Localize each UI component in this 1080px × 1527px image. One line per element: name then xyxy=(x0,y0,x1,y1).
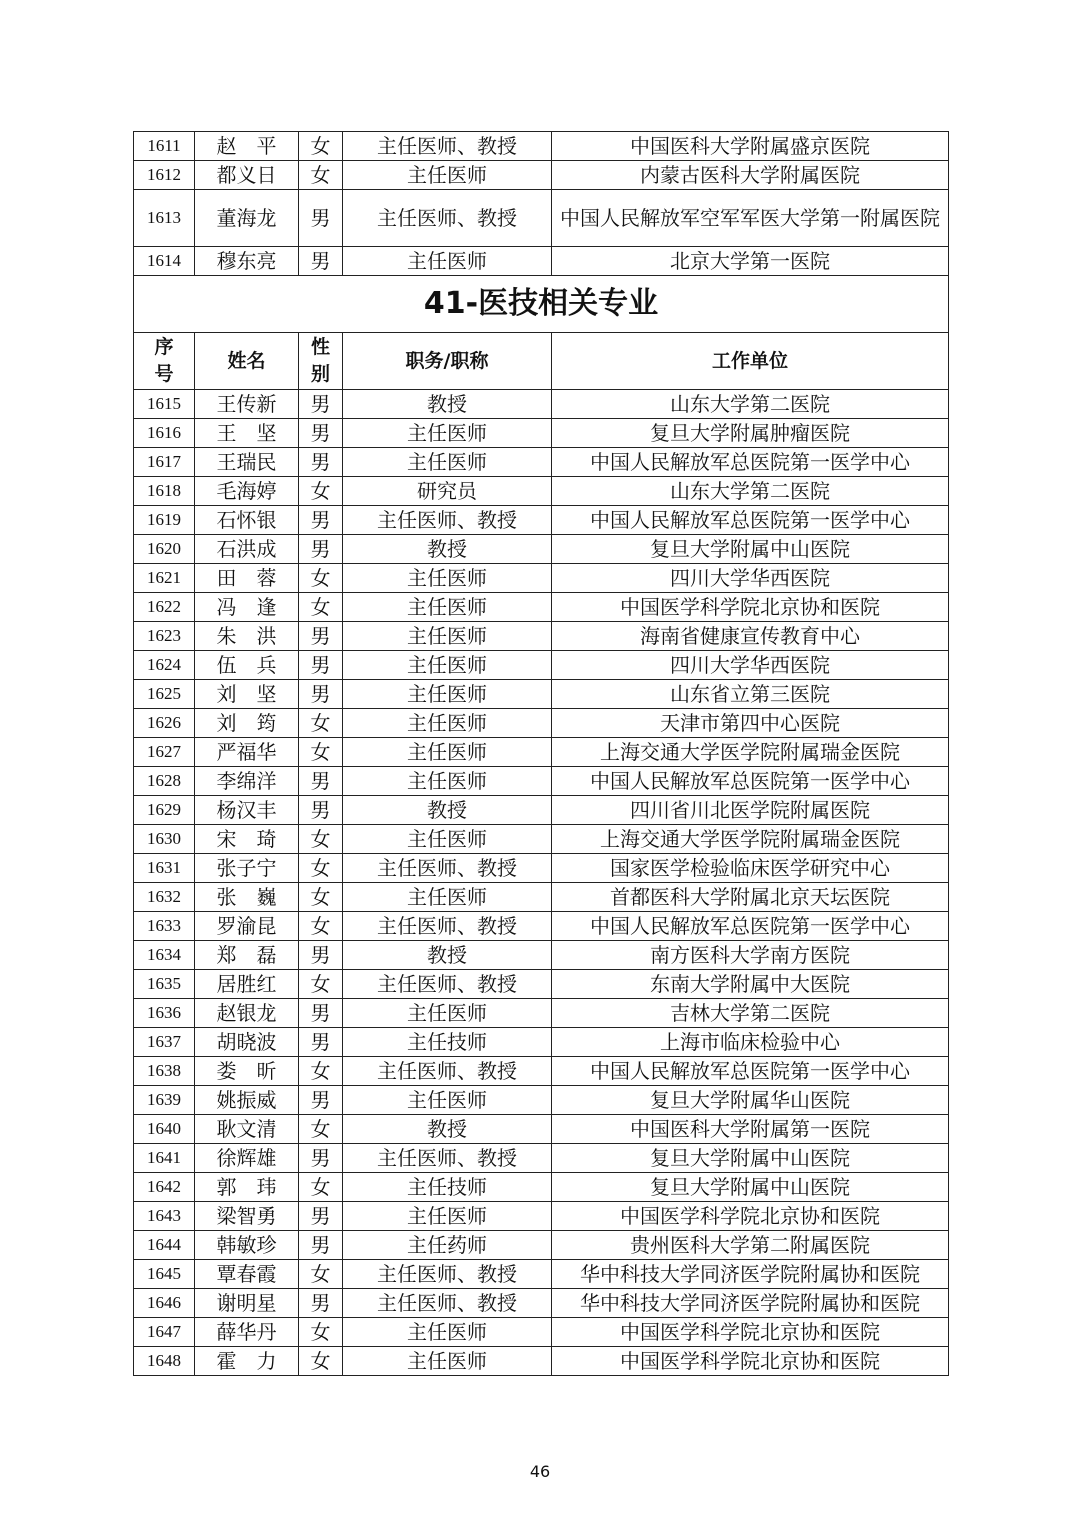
work-unit-cell: 中国医学科学院北京协和医院 xyxy=(552,1202,949,1231)
name-cell: 都义日 xyxy=(195,161,299,190)
work-unit-cell: 上海交通大学医学院附属瑞金医院 xyxy=(552,738,949,767)
work-unit-cell: 中国医科大学附属第一医院 xyxy=(552,1115,949,1144)
table-row xyxy=(134,564,949,593)
serial-number-cell: 1639 xyxy=(134,1086,195,1115)
sex-cell: 男 xyxy=(299,651,343,680)
sex-cell: 男 xyxy=(299,999,343,1028)
serial-number-cell: 1646 xyxy=(134,1289,195,1318)
sex-cell: 男 xyxy=(299,448,343,477)
work-unit-cell: 中国人民解放军总医院第一医学中心 xyxy=(552,506,949,535)
table-row xyxy=(134,912,949,941)
name-cell: 覃春霞 xyxy=(195,1260,299,1289)
name-cell: 严福华 xyxy=(195,738,299,767)
title-cell: 主任医师 xyxy=(343,825,552,854)
sex-cell: 男 xyxy=(299,1202,343,1231)
table-row xyxy=(134,1144,949,1173)
sex-cell: 女 xyxy=(299,1115,343,1144)
table-row xyxy=(134,1289,949,1318)
work-unit-cell: 山东大学第二医院 xyxy=(552,390,949,419)
table-row xyxy=(134,709,949,738)
name-cell: 徐辉雄 xyxy=(195,1144,299,1173)
serial-number-cell: 1627 xyxy=(134,738,195,767)
name-cell: 郑 磊 xyxy=(195,941,299,970)
work-unit-cell: 北京大学第一医院 xyxy=(552,247,949,276)
work-unit-cell: 中国人民解放军总医院第一医学中心 xyxy=(552,767,949,796)
sex-cell: 男 xyxy=(299,796,343,825)
table-row xyxy=(134,1260,949,1289)
table-row xyxy=(134,825,949,854)
serial-number-cell: 1617 xyxy=(134,448,195,477)
name-cell: 穆东亮 xyxy=(195,247,299,276)
work-unit-cell: 中国人民解放军空军军医大学第一附属医院 xyxy=(552,190,949,247)
title-cell: 主任医师、教授 xyxy=(343,1260,552,1289)
work-unit-cell: 复旦大学附属华山医院 xyxy=(552,1086,949,1115)
work-unit-cell: 中国医学科学院北京协和医院 xyxy=(552,1347,949,1376)
table-row xyxy=(134,1057,949,1086)
sex-cell: 女 xyxy=(299,132,343,161)
serial-number-cell: 1641 xyxy=(134,1144,195,1173)
name-cell: 姚振威 xyxy=(195,1086,299,1115)
sex-cell: 女 xyxy=(299,1318,343,1347)
name-cell: 王瑞民 xyxy=(195,448,299,477)
sex-cell: 女 xyxy=(299,1260,343,1289)
title-cell: 主任医师 xyxy=(343,738,552,767)
name-cell: 梁智勇 xyxy=(195,1202,299,1231)
name-cell: 谢明星 xyxy=(195,1289,299,1318)
name-cell: 罗渝昆 xyxy=(195,912,299,941)
name-cell: 赵银龙 xyxy=(195,999,299,1028)
header-unit: 工作单位 xyxy=(552,333,949,390)
sex-cell: 男 xyxy=(299,1086,343,1115)
name-cell: 李绵洋 xyxy=(195,767,299,796)
serial-number-cell: 1611 xyxy=(134,132,195,161)
title-cell: 主任医师 xyxy=(343,651,552,680)
name-cell: 石洪成 xyxy=(195,535,299,564)
title-cell: 主任医师 xyxy=(343,1086,552,1115)
sex-cell: 女 xyxy=(299,970,343,999)
serial-number-cell: 1625 xyxy=(134,680,195,709)
table-row xyxy=(134,419,949,448)
name-cell: 郭 玮 xyxy=(195,1173,299,1202)
sex-cell: 男 xyxy=(299,390,343,419)
table-row xyxy=(134,190,949,247)
sex-cell: 女 xyxy=(299,883,343,912)
name-cell: 朱 洪 xyxy=(195,622,299,651)
title-cell: 主任医师、教授 xyxy=(343,190,552,247)
table-row xyxy=(134,506,949,535)
table-row xyxy=(134,448,949,477)
table-row xyxy=(134,1231,949,1260)
table-row xyxy=(134,1028,949,1057)
name-cell: 王传新 xyxy=(195,390,299,419)
work-unit-cell: 四川大学华西医院 xyxy=(552,651,949,680)
name-cell: 冯 逢 xyxy=(195,593,299,622)
name-cell: 石怀银 xyxy=(195,506,299,535)
sex-cell: 女 xyxy=(299,593,343,622)
title-cell: 主任医师 xyxy=(343,1347,552,1376)
table-row xyxy=(134,1086,949,1115)
title-cell: 主任医师 xyxy=(343,883,552,912)
sex-cell: 女 xyxy=(299,854,343,883)
name-cell: 杨汉丰 xyxy=(195,796,299,825)
title-cell: 教授 xyxy=(343,796,552,825)
sex-cell: 男 xyxy=(299,506,343,535)
title-cell: 主任医师、教授 xyxy=(343,506,552,535)
header-name: 姓名 xyxy=(195,333,299,390)
work-unit-cell: 南方医科大学南方医院 xyxy=(552,941,949,970)
title-cell: 主任医师 xyxy=(343,564,552,593)
sex-cell: 男 xyxy=(299,190,343,247)
title-cell: 教授 xyxy=(343,941,552,970)
table-row xyxy=(134,796,949,825)
table-row xyxy=(134,883,949,912)
title-cell: 主任药师 xyxy=(343,1231,552,1260)
title-cell: 主任医师、教授 xyxy=(343,132,552,161)
header-sex: 性 别 xyxy=(299,333,343,390)
sex-cell: 女 xyxy=(299,738,343,767)
expert-roster-table xyxy=(133,131,949,1376)
table-row xyxy=(134,1318,949,1347)
serial-number-cell: 1635 xyxy=(134,970,195,999)
sex-cell: 女 xyxy=(299,161,343,190)
title-cell: 主任医师 xyxy=(343,419,552,448)
serial-number-cell: 1640 xyxy=(134,1115,195,1144)
table-row xyxy=(134,477,949,506)
title-cell: 主任医师 xyxy=(343,767,552,796)
section-header-body xyxy=(134,276,949,390)
serial-number-cell: 1612 xyxy=(134,161,195,190)
serial-number-cell: 1629 xyxy=(134,796,195,825)
table-row xyxy=(134,680,949,709)
table-row xyxy=(134,767,949,796)
serial-number-cell: 1647 xyxy=(134,1318,195,1347)
section-title-row xyxy=(134,276,949,333)
table-row xyxy=(134,738,949,767)
name-cell: 刘 筠 xyxy=(195,709,299,738)
previous-section-body xyxy=(134,132,949,276)
sex-cell: 男 xyxy=(299,767,343,796)
work-unit-cell: 上海市临床检验中心 xyxy=(552,1028,949,1057)
serial-number-cell: 1637 xyxy=(134,1028,195,1057)
table-row xyxy=(134,854,949,883)
name-cell: 韩敏珍 xyxy=(195,1231,299,1260)
table-row xyxy=(134,390,949,419)
sex-cell: 男 xyxy=(299,1028,343,1057)
sex-cell: 男 xyxy=(299,1144,343,1173)
work-unit-cell: 四川省川北医学院附属医院 xyxy=(552,796,949,825)
table-row xyxy=(134,535,949,564)
table-row xyxy=(134,1347,949,1376)
header-title: 职务/职称 xyxy=(343,333,552,390)
header-number: 序 号 xyxy=(134,333,195,390)
work-unit-cell: 吉林大学第二医院 xyxy=(552,999,949,1028)
name-cell: 刘 坚 xyxy=(195,680,299,709)
title-cell: 主任医师 xyxy=(343,1318,552,1347)
work-unit-cell: 国家医学检验临床医学研究中心 xyxy=(552,854,949,883)
serial-number-cell: 1618 xyxy=(134,477,195,506)
sex-cell: 男 xyxy=(299,680,343,709)
sex-cell: 女 xyxy=(299,1173,343,1202)
name-cell: 伍 兵 xyxy=(195,651,299,680)
sex-cell: 男 xyxy=(299,622,343,651)
name-cell: 霍 力 xyxy=(195,1347,299,1376)
serial-number-cell: 1648 xyxy=(134,1347,195,1376)
serial-number-cell: 1623 xyxy=(134,622,195,651)
name-cell: 赵 平 xyxy=(195,132,299,161)
sex-cell: 女 xyxy=(299,912,343,941)
serial-number-cell: 1628 xyxy=(134,767,195,796)
work-unit-cell: 复旦大学附属中山医院 xyxy=(552,535,949,564)
work-unit-cell: 复旦大学附属肿瘤医院 xyxy=(552,419,949,448)
serial-number-cell: 1626 xyxy=(134,709,195,738)
serial-number-cell: 1630 xyxy=(134,825,195,854)
table-row xyxy=(134,1202,949,1231)
serial-number-cell: 1621 xyxy=(134,564,195,593)
name-cell: 张 巍 xyxy=(195,883,299,912)
work-unit-cell: 天津市第四中心医院 xyxy=(552,709,949,738)
table-row xyxy=(134,970,949,999)
serial-number-cell: 1613 xyxy=(134,190,195,247)
name-cell: 耿文清 xyxy=(195,1115,299,1144)
serial-number-cell: 1638 xyxy=(134,1057,195,1086)
sex-cell: 男 xyxy=(299,419,343,448)
serial-number-cell: 1633 xyxy=(134,912,195,941)
title-cell: 主任医师、教授 xyxy=(343,1289,552,1318)
title-cell: 主任技师 xyxy=(343,1028,552,1057)
work-unit-cell: 华中科技大学同济医学院附属协和医院 xyxy=(552,1260,949,1289)
title-cell: 主任医师、教授 xyxy=(343,1057,552,1086)
serial-number-cell: 1636 xyxy=(134,999,195,1028)
work-unit-cell: 内蒙古医科大学附属医院 xyxy=(552,161,949,190)
serial-number-cell: 1622 xyxy=(134,593,195,622)
section-title: 41-医技相关专业 xyxy=(134,276,949,333)
name-cell: 娄 昕 xyxy=(195,1057,299,1086)
name-cell: 董海龙 xyxy=(195,190,299,247)
work-unit-cell: 复旦大学附属中山医院 xyxy=(552,1173,949,1202)
sex-cell: 女 xyxy=(299,825,343,854)
name-cell: 胡晓波 xyxy=(195,1028,299,1057)
serial-number-cell: 1645 xyxy=(134,1260,195,1289)
work-unit-cell: 中国医学科学院北京协和医院 xyxy=(552,1318,949,1347)
sex-cell: 男 xyxy=(299,1289,343,1318)
work-unit-cell: 四川大学华西医院 xyxy=(552,564,949,593)
work-unit-cell: 华中科技大学同济医学院附属协和医院 xyxy=(552,1289,949,1318)
sex-cell: 男 xyxy=(299,941,343,970)
name-cell: 薛华丹 xyxy=(195,1318,299,1347)
title-cell: 主任医师 xyxy=(343,999,552,1028)
serial-number-cell: 1624 xyxy=(134,651,195,680)
name-cell: 田 蓉 xyxy=(195,564,299,593)
serial-number-cell: 1642 xyxy=(134,1173,195,1202)
serial-number-cell: 1643 xyxy=(134,1202,195,1231)
table-row xyxy=(134,999,949,1028)
work-unit-cell: 中国医科大学附属盛京医院 xyxy=(552,132,949,161)
title-cell: 主任医师、教授 xyxy=(343,970,552,999)
title-cell: 主任医师、教授 xyxy=(343,1144,552,1173)
serial-number-cell: 1616 xyxy=(134,419,195,448)
serial-number-cell: 1644 xyxy=(134,1231,195,1260)
title-cell: 教授 xyxy=(343,390,552,419)
title-cell: 主任医师 xyxy=(343,593,552,622)
work-unit-cell: 中国人民解放军总医院第一医学中心 xyxy=(552,1057,949,1086)
serial-number-cell: 1632 xyxy=(134,883,195,912)
work-unit-cell: 山东省立第三医院 xyxy=(552,680,949,709)
work-unit-cell: 复旦大学附属中山医院 xyxy=(552,1144,949,1173)
sex-cell: 男 xyxy=(299,247,343,276)
work-unit-cell: 海南省健康宣传教育中心 xyxy=(552,622,949,651)
page-number: 46 xyxy=(529,1462,551,1481)
title-cell: 主任医师、教授 xyxy=(343,912,552,941)
title-cell: 主任技师 xyxy=(343,1173,552,1202)
name-cell: 张子宁 xyxy=(195,854,299,883)
work-unit-cell: 首都医科大学附属北京天坛医院 xyxy=(552,883,949,912)
work-unit-cell: 中国人民解放军总医院第一医学中心 xyxy=(552,912,949,941)
name-cell: 居胜红 xyxy=(195,970,299,999)
sex-cell: 女 xyxy=(299,709,343,738)
sex-cell: 女 xyxy=(299,1347,343,1376)
title-cell: 研究员 xyxy=(343,477,552,506)
serial-number-cell: 1631 xyxy=(134,854,195,883)
name-cell: 宋 琦 xyxy=(195,825,299,854)
title-cell: 主任医师 xyxy=(343,622,552,651)
table-row xyxy=(134,622,949,651)
sex-cell: 女 xyxy=(299,564,343,593)
title-cell: 主任医师 xyxy=(343,680,552,709)
title-cell: 主任医师 xyxy=(343,161,552,190)
section-rows-body xyxy=(134,390,949,1376)
table-row xyxy=(134,941,949,970)
work-unit-cell: 山东大学第二医院 xyxy=(552,477,949,506)
table-row xyxy=(134,1173,949,1202)
name-cell: 毛海婷 xyxy=(195,477,299,506)
sex-cell: 女 xyxy=(299,1057,343,1086)
serial-number-cell: 1620 xyxy=(134,535,195,564)
work-unit-cell: 中国人民解放军总医院第一医学中心 xyxy=(552,448,949,477)
name-cell: 王 坚 xyxy=(195,419,299,448)
sex-cell: 男 xyxy=(299,1231,343,1260)
serial-number-cell: 1619 xyxy=(134,506,195,535)
sex-cell: 男 xyxy=(299,535,343,564)
work-unit-cell: 东南大学附属中大医院 xyxy=(552,970,949,999)
table-row xyxy=(134,651,949,680)
sex-cell: 女 xyxy=(299,477,343,506)
table-row xyxy=(134,161,949,190)
table-row xyxy=(134,132,949,161)
title-cell: 主任医师 xyxy=(343,448,552,477)
work-unit-cell: 中国医学科学院北京协和医院 xyxy=(552,593,949,622)
table-row xyxy=(134,593,949,622)
title-cell: 主任医师 xyxy=(343,247,552,276)
table-row xyxy=(134,247,949,276)
serial-number-cell: 1634 xyxy=(134,941,195,970)
work-unit-cell: 贵州医科大学第二附属医院 xyxy=(552,1231,949,1260)
title-cell: 教授 xyxy=(343,1115,552,1144)
title-cell: 教授 xyxy=(343,535,552,564)
serial-number-cell: 1614 xyxy=(134,247,195,276)
serial-number-cell: 1615 xyxy=(134,390,195,419)
work-unit-cell: 上海交通大学医学院附属瑞金医院 xyxy=(552,825,949,854)
title-cell: 主任医师 xyxy=(343,1202,552,1231)
column-header-row xyxy=(134,333,949,390)
title-cell: 主任医师 xyxy=(343,709,552,738)
title-cell: 主任医师、教授 xyxy=(343,854,552,883)
table-row xyxy=(134,1115,949,1144)
